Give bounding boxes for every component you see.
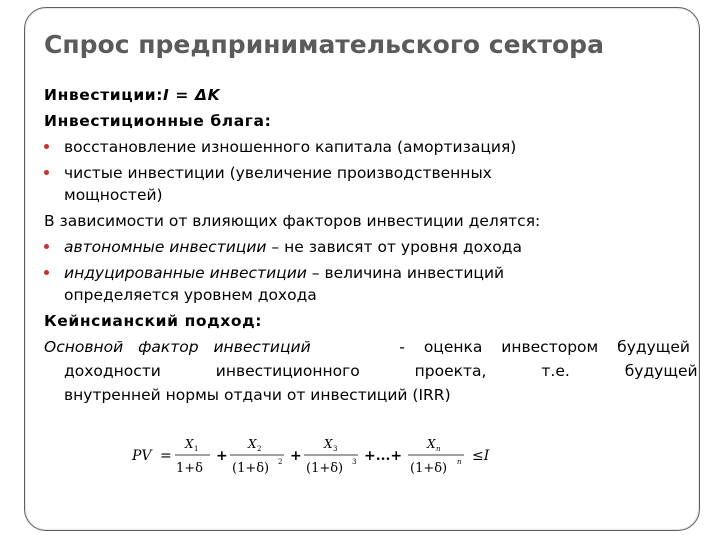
t2-sub: 2 <box>257 445 262 453</box>
t3-den: (1+δ) <box>306 461 344 476</box>
pv-formula-svg <box>130 430 520 480</box>
bullet-icon <box>44 270 49 275</box>
goods-heading <box>44 110 690 136</box>
goods-item-depreciation: восстановление изношенного капитала (амортизация) <box>44 136 690 162</box>
factors-item-induced: индуцированные инвестиции – величина инвестиций <box>44 262 690 284</box>
bullet-icon <box>44 170 49 175</box>
keynes-line-1: Основной фактор инвестиций - оценка инвестором будущей <box>44 338 690 356</box>
t1-den: 1+δ <box>176 461 203 476</box>
plus-2: + <box>290 448 302 464</box>
investments-label: Инвестиции: <box>44 86 164 104</box>
t3-pow: 3 <box>352 458 357 466</box>
goods-item-net-investment: чистые инвестиции (увеличение производственных <box>44 162 690 184</box>
t2-num: X <box>248 437 257 451</box>
tn-sub: n <box>436 445 441 453</box>
t2-den: (1+δ) <box>232 461 270 476</box>
plus-1: + <box>216 448 228 464</box>
t1-num: X <box>185 437 194 451</box>
pv-rhs: ≤I <box>472 448 490 464</box>
t3-sub: 3 <box>333 445 338 453</box>
slide-title: Спрос предпринимательского сектора <box>44 30 604 59</box>
goods-label: Инвестиционные блага: <box>44 112 272 130</box>
keynes-heading <box>44 310 690 336</box>
plus-dots: +...+ <box>364 448 403 464</box>
bullet-icon <box>44 244 49 249</box>
tn-pow: n <box>457 458 462 466</box>
slide-content <box>44 84 698 408</box>
bullet-icon <box>44 144 49 149</box>
factors-intro: В зависимости от влияющих факторов инвестиции делятся: <box>44 212 541 230</box>
factors-item-autonomous: автономные инвестиции – не зависят от уровня дохода <box>44 236 690 262</box>
keynes-label: Кейнсианский подход: <box>44 312 263 330</box>
pv-lhs: PV <box>132 448 152 464</box>
investments-formula: I = ΔK <box>163 86 221 104</box>
factors-item-induced-cont: определяется уровнем дохода <box>64 286 317 304</box>
pv-formula <box>130 430 520 480</box>
tn-num: X <box>427 437 436 451</box>
tn-den: (1+δ) <box>410 461 448 476</box>
goods-item-net-investment-cont: мощностей) <box>64 186 163 204</box>
t3-num: X <box>324 437 333 451</box>
t2-pow: 2 <box>278 458 283 466</box>
keynes-line-3: внутренней нормы отдачи от инвестиций (IRR) <box>64 386 451 404</box>
keynes-line-2: доходности инвестиционного проекта, т.е. будущей <box>64 362 698 380</box>
pv-eq: = <box>160 448 172 464</box>
investments-line <box>44 84 690 110</box>
t1-sub: 1 <box>194 445 199 453</box>
